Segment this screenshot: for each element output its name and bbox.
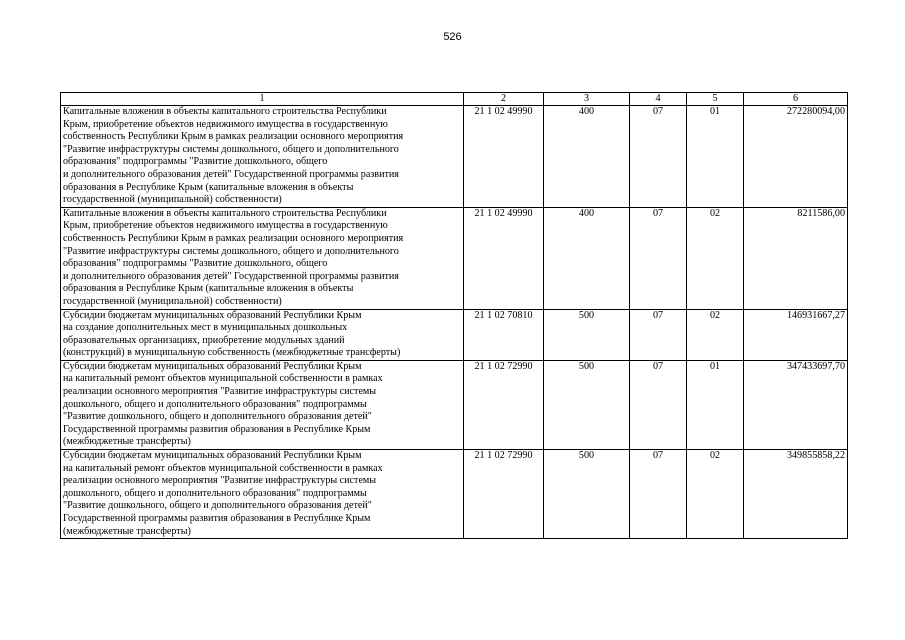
row-target-code: 21 1 02 49990	[464, 207, 544, 309]
page-number: 526	[443, 31, 462, 43]
column-header-6: 6	[744, 93, 848, 106]
row-amount: 349855858,22	[744, 450, 848, 539]
row-amount: 8211586,00	[744, 207, 848, 309]
row-amount: 272280094,00	[744, 106, 848, 208]
row-subsection: 02	[687, 450, 744, 539]
row-expense-type: 500	[544, 309, 630, 360]
row-section: 07	[630, 207, 687, 309]
row-target-code: 21 1 02 70810	[464, 309, 544, 360]
row-description: Субсидии бюджетам муниципальных образований Республики Крым на создание дополнительных мест в муниципальных дошкольных образовательных организациях, приобретение модульных зданий (конструкций) в муниципальную собственность (межбюджетные трансферты)	[61, 309, 464, 360]
row-amount: 347433697,70	[744, 360, 848, 449]
row-subsection: 01	[687, 106, 744, 208]
column-header-5: 5	[687, 93, 744, 106]
table-row	[61, 207, 848, 309]
row-description: Капитальные вложения в объекты капитального строительства Республики Крым, приобретение объектов недвижимого имущества в государственную собственность Республики Крым в рамках реализации основного мероприятия "Развитие инфраструктуры системы дошкольного, общего и дополнительного образования" подпрограммы "Развитие дошкольного, общего и дополнительного образования детей" Государственной программы развития образования в Республике Крым (капитальные вложения в объекты государственной (муниципальной) собственности)	[61, 207, 464, 309]
row-section: 07	[630, 360, 687, 449]
table-row	[61, 106, 848, 208]
row-target-code: 21 1 02 72990	[464, 360, 544, 449]
row-description: Субсидии бюджетам муниципальных образований Республики Крым на капитальный ремонт объектов муниципальной собственности в рамках реализации основного мероприятия "Развитие инфраструктуры системы дошкольного, общего и дополнительного образования" подпрограммы "Развитие дошкольного, общего и дополнительного образования детей" Государственной программы развития образования в Республике Крым (межбюджетные трансферты)	[61, 450, 464, 539]
row-expense-type: 400	[544, 106, 630, 208]
column-header-3: 3	[544, 93, 630, 106]
row-subsection: 02	[687, 207, 744, 309]
column-header-1: 1	[61, 93, 464, 106]
row-expense-type: 500	[544, 450, 630, 539]
row-section: 07	[630, 106, 687, 208]
column-header-2: 2	[464, 93, 544, 106]
row-expense-type: 500	[544, 360, 630, 449]
budget-table	[60, 92, 848, 539]
column-number-row	[61, 93, 848, 106]
row-description: Субсидии бюджетам муниципальных образований Республики Крым на капитальный ремонт объектов муниципальной собственности в рамках реализации основного мероприятия "Развитие инфраструктуры системы дошкольного, общего и дополнительного образования" подпрограммы "Развитие дошкольного, общего и дополнительного образования детей" Государственной программы развития образования в Республике Крым (межбюджетные трансферты)	[61, 360, 464, 449]
row-target-code: 21 1 02 72990	[464, 450, 544, 539]
table-row	[61, 450, 848, 539]
row-expense-type: 400	[544, 207, 630, 309]
row-subsection: 01	[687, 360, 744, 449]
row-section: 07	[630, 309, 687, 360]
row-amount: 146931667,27	[744, 309, 848, 360]
table-row	[61, 360, 848, 449]
row-description: Капитальные вложения в объекты капитального строительства Республики Крым, приобретение объектов недвижимого имущества в государственную собственность Республики Крым в рамках реализации основного мероприятия "Развитие инфраструктуры системы дошкольного, общего и дополнительного образования" подпрограммы "Развитие дошкольного, общего и дополнительного образования детей" Государственной программы развития образования в Республике Крым (капитальные вложения в объекты государственной (муниципальной) собственности)	[61, 106, 464, 208]
table-row	[61, 309, 848, 360]
row-target-code: 21 1 02 49990	[464, 106, 544, 208]
row-section: 07	[630, 450, 687, 539]
row-subsection: 02	[687, 309, 744, 360]
column-header-4: 4	[630, 93, 687, 106]
